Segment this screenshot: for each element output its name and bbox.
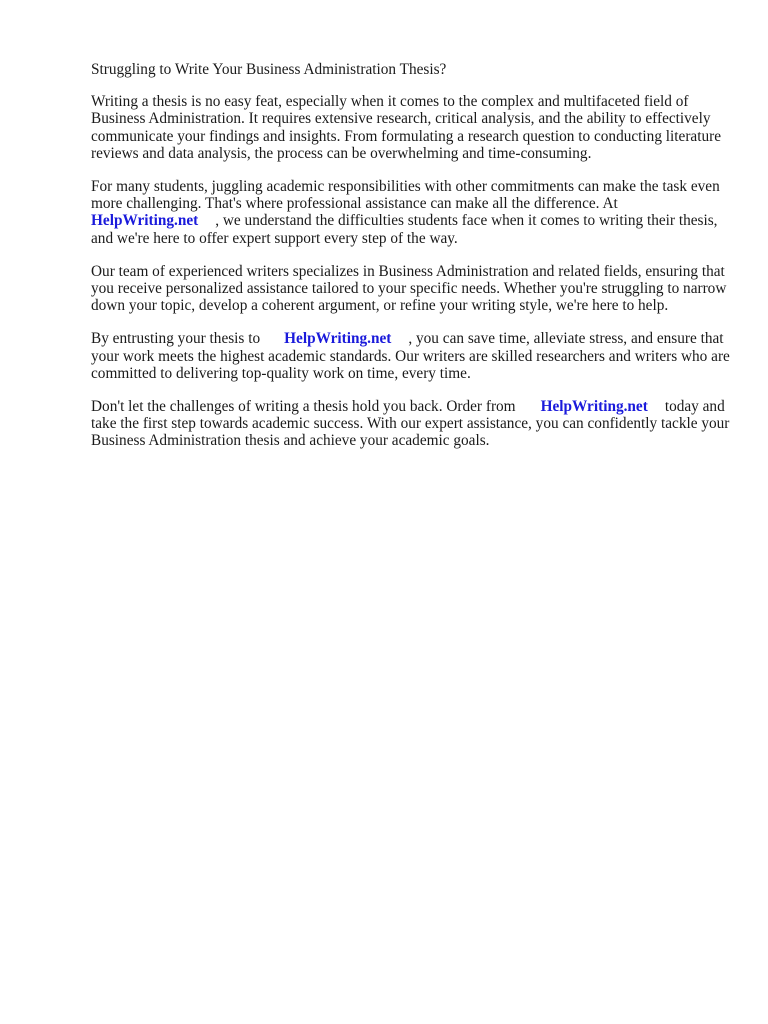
paragraph-cta [91, 398, 731, 450]
paragraph-entrust-text-before: By entrusting your thesis to [91, 330, 261, 348]
paragraph-assistance-text-after: , we understand the difficulties students face when it comes to writing their thesis, and we're here to offer expert support every step of the way. [91, 212, 718, 247]
paragraph-cta-text-after: today and take the first step towards academic success. With our expert assistance, you can confidently tackle your Business Administration thesis and achieve your academic goals. [91, 398, 730, 450]
paragraph-assistance-text-before: For many students, juggling academic responsibilities with other commitments can make the task even more challenging. That's where professional assistance can make all the difference. At [91, 178, 720, 213]
paragraph-intro-text: Writing a thesis is no easy feat, especially when it comes to the complex and multifaceted field of Business Administration. It requires extensive research, critical analysis, and the ability to effectively communicate your findings and insights. From formulating a research question to conducting literature reviews and data analysis, the process can be overwhelming and time-consuming. [91, 93, 721, 162]
paragraph-entrust-text-after: , you can save time, alleviate stress, and ensure that your work meets the highest academic standards. Our writers are skilled researchers and writers who are committed to delivering top-quality work on time, every time. [91, 330, 730, 382]
paragraph-team-text: Our team of experienced writers specializes in Business Administration and related fields, ensuring that you receive personalized assistance tailored to your specific needs. Whether you're struggling to narrow down your topic, develop a coherent argument, or refine your writing style, we're here to help. [91, 262, 727, 315]
paragraph-intro [91, 93, 731, 162]
paragraph-entrust [91, 330, 731, 382]
document-page [91, 61, 731, 466]
helpwriting-link-1[interactable]: HelpWriting.net [91, 212, 199, 230]
paragraph-cta-text-before: Don't let the challenges of writing a thesis hold you back. Order from [91, 398, 516, 416]
document-title: Struggling to Write Your Business Administration Thesis? [91, 61, 447, 78]
paragraph-team [91, 263, 731, 315]
paragraph-assistance [91, 178, 731, 247]
helpwriting-link-3[interactable]: HelpWriting.net [540, 398, 648, 416]
helpwriting-link-2[interactable]: HelpWriting.net [284, 330, 392, 348]
